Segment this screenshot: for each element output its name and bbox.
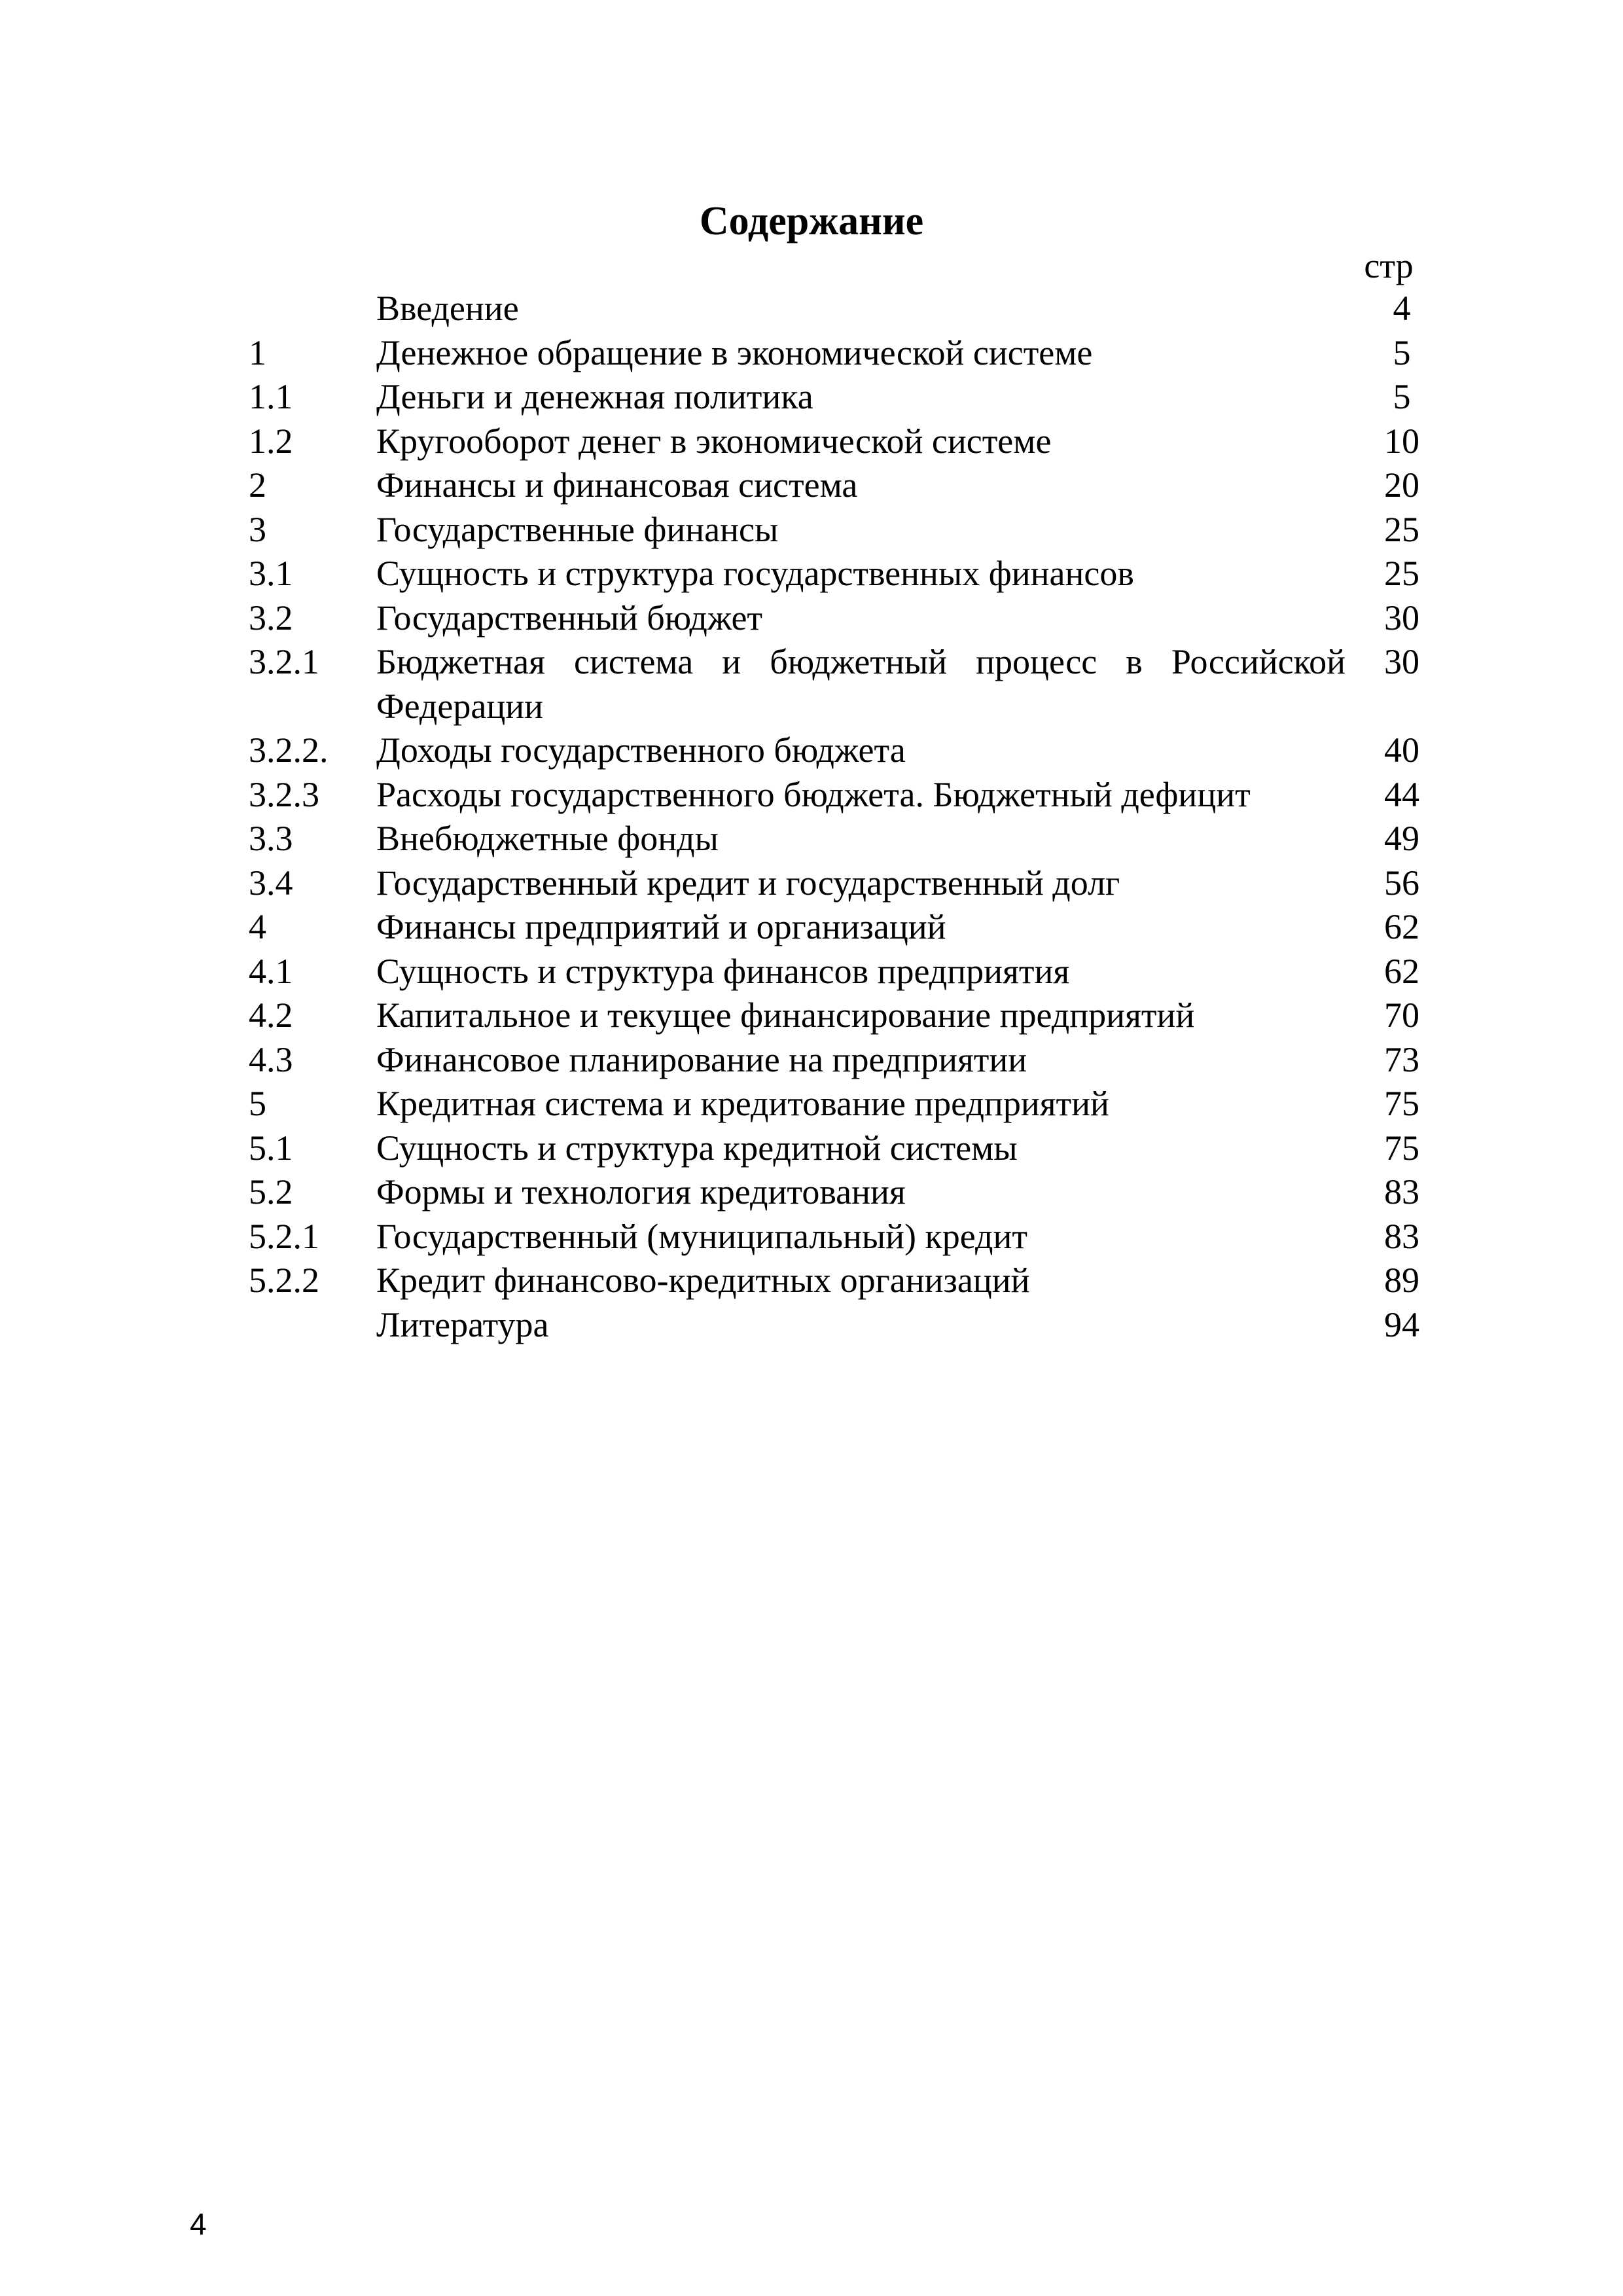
toc-page-number: 44 bbox=[1384, 774, 1419, 814]
toc-page-number: 83 bbox=[1384, 1216, 1419, 1256]
toc-section-title: Денежное обращение в экономической системе bbox=[376, 332, 1093, 372]
toc-section-title: Кредитная система и кредитование предприятий bbox=[376, 1084, 1109, 1123]
toc-page-number: 49 bbox=[1384, 819, 1419, 858]
toc-section-number: 1.1 bbox=[249, 377, 293, 416]
toc-page-number: 94 bbox=[1384, 1304, 1419, 1344]
toc-row bbox=[249, 861, 1435, 906]
toc-section-title: Финансы и финансовая система bbox=[376, 465, 858, 505]
page-column-header: стр bbox=[1364, 246, 1414, 285]
toc-row bbox=[249, 552, 1435, 596]
toc-row bbox=[249, 287, 1435, 331]
toc-page-number: 10 bbox=[1384, 421, 1419, 461]
toc-section-number: 3.3 bbox=[249, 819, 293, 858]
toc-section-title: Сущность и структура кредитной системы bbox=[376, 1128, 1018, 1168]
toc-section-title: Литература bbox=[376, 1304, 549, 1344]
toc-section-number: 1 bbox=[249, 332, 266, 372]
toc-section-title: Государственные финансы bbox=[376, 509, 779, 549]
toc-page-number: 70 bbox=[1384, 996, 1419, 1035]
toc-row bbox=[249, 1259, 1435, 1303]
toc-row bbox=[249, 817, 1435, 861]
toc-section-title: Сущность и структура финансов предприятия bbox=[376, 951, 1070, 991]
toc-section-title: Формы и технология кредитования bbox=[376, 1172, 906, 1211]
toc-row bbox=[249, 331, 1435, 376]
toc-section-title: Расходы государственного бюджета. Бюджетный дефицит bbox=[376, 774, 1251, 814]
toc-section-number: 1.2 bbox=[249, 421, 293, 461]
table-of-contents bbox=[249, 287, 1435, 1347]
toc-row bbox=[249, 420, 1435, 464]
toc-page-number: 40 bbox=[1384, 730, 1419, 770]
toc-section-number: 2 bbox=[249, 465, 266, 505]
toc-section-title: Капитальное и текущее финансирование предприятий bbox=[376, 996, 1195, 1035]
toc-page-number: 75 bbox=[1384, 1084, 1419, 1123]
toc-page-number: 62 bbox=[1384, 951, 1419, 991]
toc-section-number: 4.3 bbox=[249, 1039, 293, 1079]
toc-row bbox=[249, 1170, 1435, 1215]
toc-page-number: 75 bbox=[1384, 1128, 1419, 1168]
toc-section-title: Деньги и денежная политика bbox=[376, 377, 813, 416]
toc-page-number: 30 bbox=[1384, 598, 1419, 637]
toc-row bbox=[249, 905, 1435, 950]
toc-section-number: 5 bbox=[249, 1084, 266, 1123]
toc-section-number: 5.2.2 bbox=[249, 1261, 319, 1300]
toc-page-number: 5 bbox=[1393, 377, 1411, 416]
toc-row bbox=[249, 994, 1435, 1038]
toc-section-number: 3.2.2. bbox=[249, 730, 329, 770]
toc-section-number: 4 bbox=[249, 907, 266, 946]
toc-section-number: 4.2 bbox=[249, 996, 293, 1035]
toc-row bbox=[249, 1126, 1435, 1171]
toc-row bbox=[249, 728, 1435, 773]
toc-section-number bbox=[249, 287, 376, 331]
toc-row bbox=[249, 1038, 1435, 1083]
toc-row bbox=[249, 508, 1435, 552]
toc-section-title: Кредит финансово-кредитных организаций bbox=[376, 1261, 1030, 1300]
toc-section-title: Государственный бюджет bbox=[376, 598, 763, 637]
toc-section-number: 3.2.3 bbox=[249, 774, 319, 814]
page-number: 4 bbox=[190, 2207, 207, 2241]
toc-section-title: Доходы государственного бюджета bbox=[376, 730, 906, 770]
toc-section-number: 5.2 bbox=[249, 1172, 293, 1211]
toc-section-number: 3.1 bbox=[249, 554, 293, 593]
toc-page-number: 30 bbox=[1384, 642, 1419, 681]
page-title: Содержание bbox=[699, 199, 924, 243]
toc-page-number: 73 bbox=[1384, 1039, 1419, 1079]
toc-row bbox=[249, 773, 1435, 817]
toc-row bbox=[249, 1082, 1435, 1126]
toc-page-number: 83 bbox=[1384, 1172, 1419, 1211]
toc-section-title: Введение bbox=[376, 289, 519, 328]
toc-section-number: 5.1 bbox=[249, 1128, 293, 1168]
toc-section-title: Государственный (муниципальный) кредит bbox=[376, 1216, 1027, 1256]
toc-row bbox=[249, 1303, 1435, 1348]
toc-row bbox=[249, 375, 1435, 420]
toc-section-number: 3.2 bbox=[249, 598, 293, 637]
toc-section-number: 3 bbox=[249, 509, 266, 549]
toc-section-title: Внебюджетные фонды bbox=[376, 819, 719, 858]
toc-page-number: 20 bbox=[1384, 465, 1419, 505]
toc-section-number: 3.2.1 bbox=[249, 642, 319, 681]
toc-section-title: Кругооборот денег в экономической системе bbox=[376, 421, 1052, 461]
toc-row bbox=[249, 596, 1435, 641]
toc-page-number: 25 bbox=[1384, 554, 1419, 593]
toc-section-title: Государственный кредит и государственный долг bbox=[376, 863, 1120, 903]
toc-page-number: 4 bbox=[1393, 289, 1411, 328]
toc-row bbox=[249, 640, 1435, 728]
toc-section-title: Финансы предприятий и организаций bbox=[376, 907, 946, 946]
toc-page-number: 62 bbox=[1384, 907, 1419, 946]
toc-section-number bbox=[249, 1303, 376, 1348]
toc-section-title: Сущность и структура государственных финансов bbox=[376, 554, 1134, 593]
toc-row bbox=[249, 1215, 1435, 1259]
toc-page-number: 5 bbox=[1393, 332, 1411, 372]
toc-page-number: 56 bbox=[1384, 863, 1419, 903]
toc-row bbox=[249, 463, 1435, 508]
toc-section-title: Бюджетная система и бюджетный процесс в Российской Федерации bbox=[376, 642, 1346, 726]
toc-section-number: 4.1 bbox=[249, 951, 293, 991]
toc-page-number: 25 bbox=[1384, 509, 1419, 549]
toc-page-number: 89 bbox=[1384, 1261, 1419, 1300]
toc-section-number: 5.2.1 bbox=[249, 1216, 319, 1256]
toc-section-title: Финансовое планирование на предприятии bbox=[376, 1039, 1027, 1079]
toc-section-number: 3.4 bbox=[249, 863, 293, 903]
toc-row bbox=[249, 950, 1435, 994]
